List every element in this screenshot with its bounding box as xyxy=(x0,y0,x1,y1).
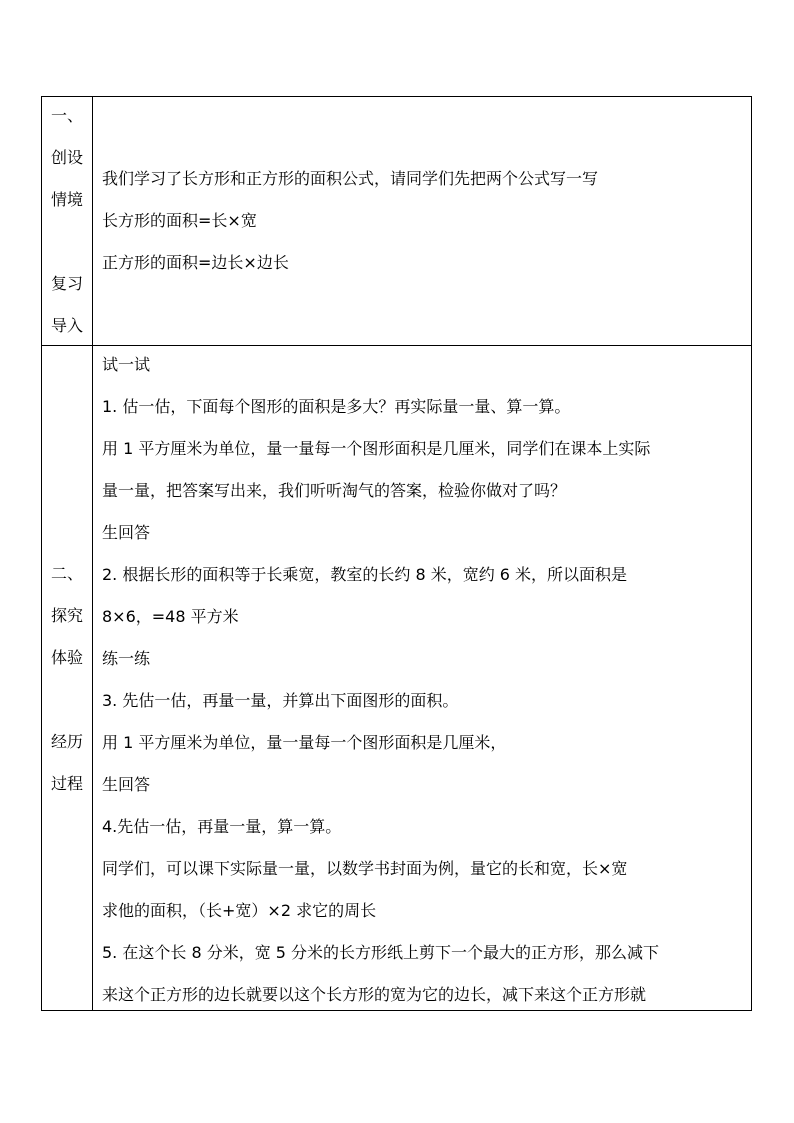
label-line: 情境 xyxy=(50,190,83,209)
content-line: 生回答 xyxy=(102,775,151,794)
label-line: 导入 xyxy=(50,316,83,335)
content-line: 我们学习了长方形和正方形的面积公式，请同学们先把两个公式写一写 xyxy=(102,169,599,188)
content-line: 4.先估一估，再量一量，算一算。 xyxy=(102,817,342,836)
content-line: 试一试 xyxy=(102,355,151,374)
section-content-cell xyxy=(93,97,752,346)
content-line: 长方形的面积=长×宽 xyxy=(102,211,257,230)
label-line: 过程 xyxy=(50,774,83,793)
label-line: 二、 xyxy=(50,564,83,583)
section-label-cell xyxy=(42,346,93,1011)
section-label-cell xyxy=(42,97,93,346)
content-line: 生回答 xyxy=(102,523,151,542)
label-line: 探究 xyxy=(50,606,83,625)
label-line: 经历 xyxy=(50,732,83,751)
content-line: 8×6，=48 平方米 xyxy=(102,607,239,626)
section-row-review xyxy=(42,97,752,346)
label-line: 体验 xyxy=(50,648,83,667)
lesson-plan-table xyxy=(41,96,752,1011)
content-line: 3. 先估一估，再量一量，并算出下面图形的面积。 xyxy=(102,691,459,710)
content-line: 来这个正方形的边长就要以这个长方形的宽为它的边长，减下来这个正方形就 xyxy=(102,985,647,1004)
content-line: 用 1 平方厘米为单位，量一量每一个图形面积是几厘米，同学们在课本上实际 xyxy=(102,439,651,458)
section-label xyxy=(42,97,92,336)
section-content-cell xyxy=(93,346,752,1011)
section-content xyxy=(93,346,751,1005)
content-line: 正方形的面积=边长×边长 xyxy=(102,253,289,272)
content-line: 同学们，可以课下实际量一量，以数学书封面为例，量它的长和宽，长×宽 xyxy=(102,859,628,878)
content-line: 5. 在这个长 8 分米，宽 5 分米的长方形纸上剪下一个最大的正方形，那么减下 xyxy=(102,943,660,962)
label-line: 一、 xyxy=(50,106,83,125)
section-label xyxy=(42,346,92,794)
content-line: 练一练 xyxy=(102,649,151,668)
content-line: 1. 估一估，下面每个图形的面积是多大？再实际量一量、算一算。 xyxy=(102,397,571,416)
section-row-explore xyxy=(42,346,752,1011)
content-line: 2. 根据长形的面积等于长乘宽，教室的长约 8 米，宽约 6 米，所以面积是 xyxy=(102,565,628,584)
section-content xyxy=(93,97,751,273)
label-line: 复习 xyxy=(50,274,83,293)
content-line: 求他的面积，（长+宽）×2 求它的周长 xyxy=(102,901,377,920)
content-line: 用 1 平方厘米为单位，量一量每一个图形面积是几厘米， xyxy=(102,733,507,752)
label-line: 创设 xyxy=(50,148,83,167)
content-line: 量一量，把答案写出来，我们听听淘气的答案，检验你做对了吗？ xyxy=(102,481,567,500)
